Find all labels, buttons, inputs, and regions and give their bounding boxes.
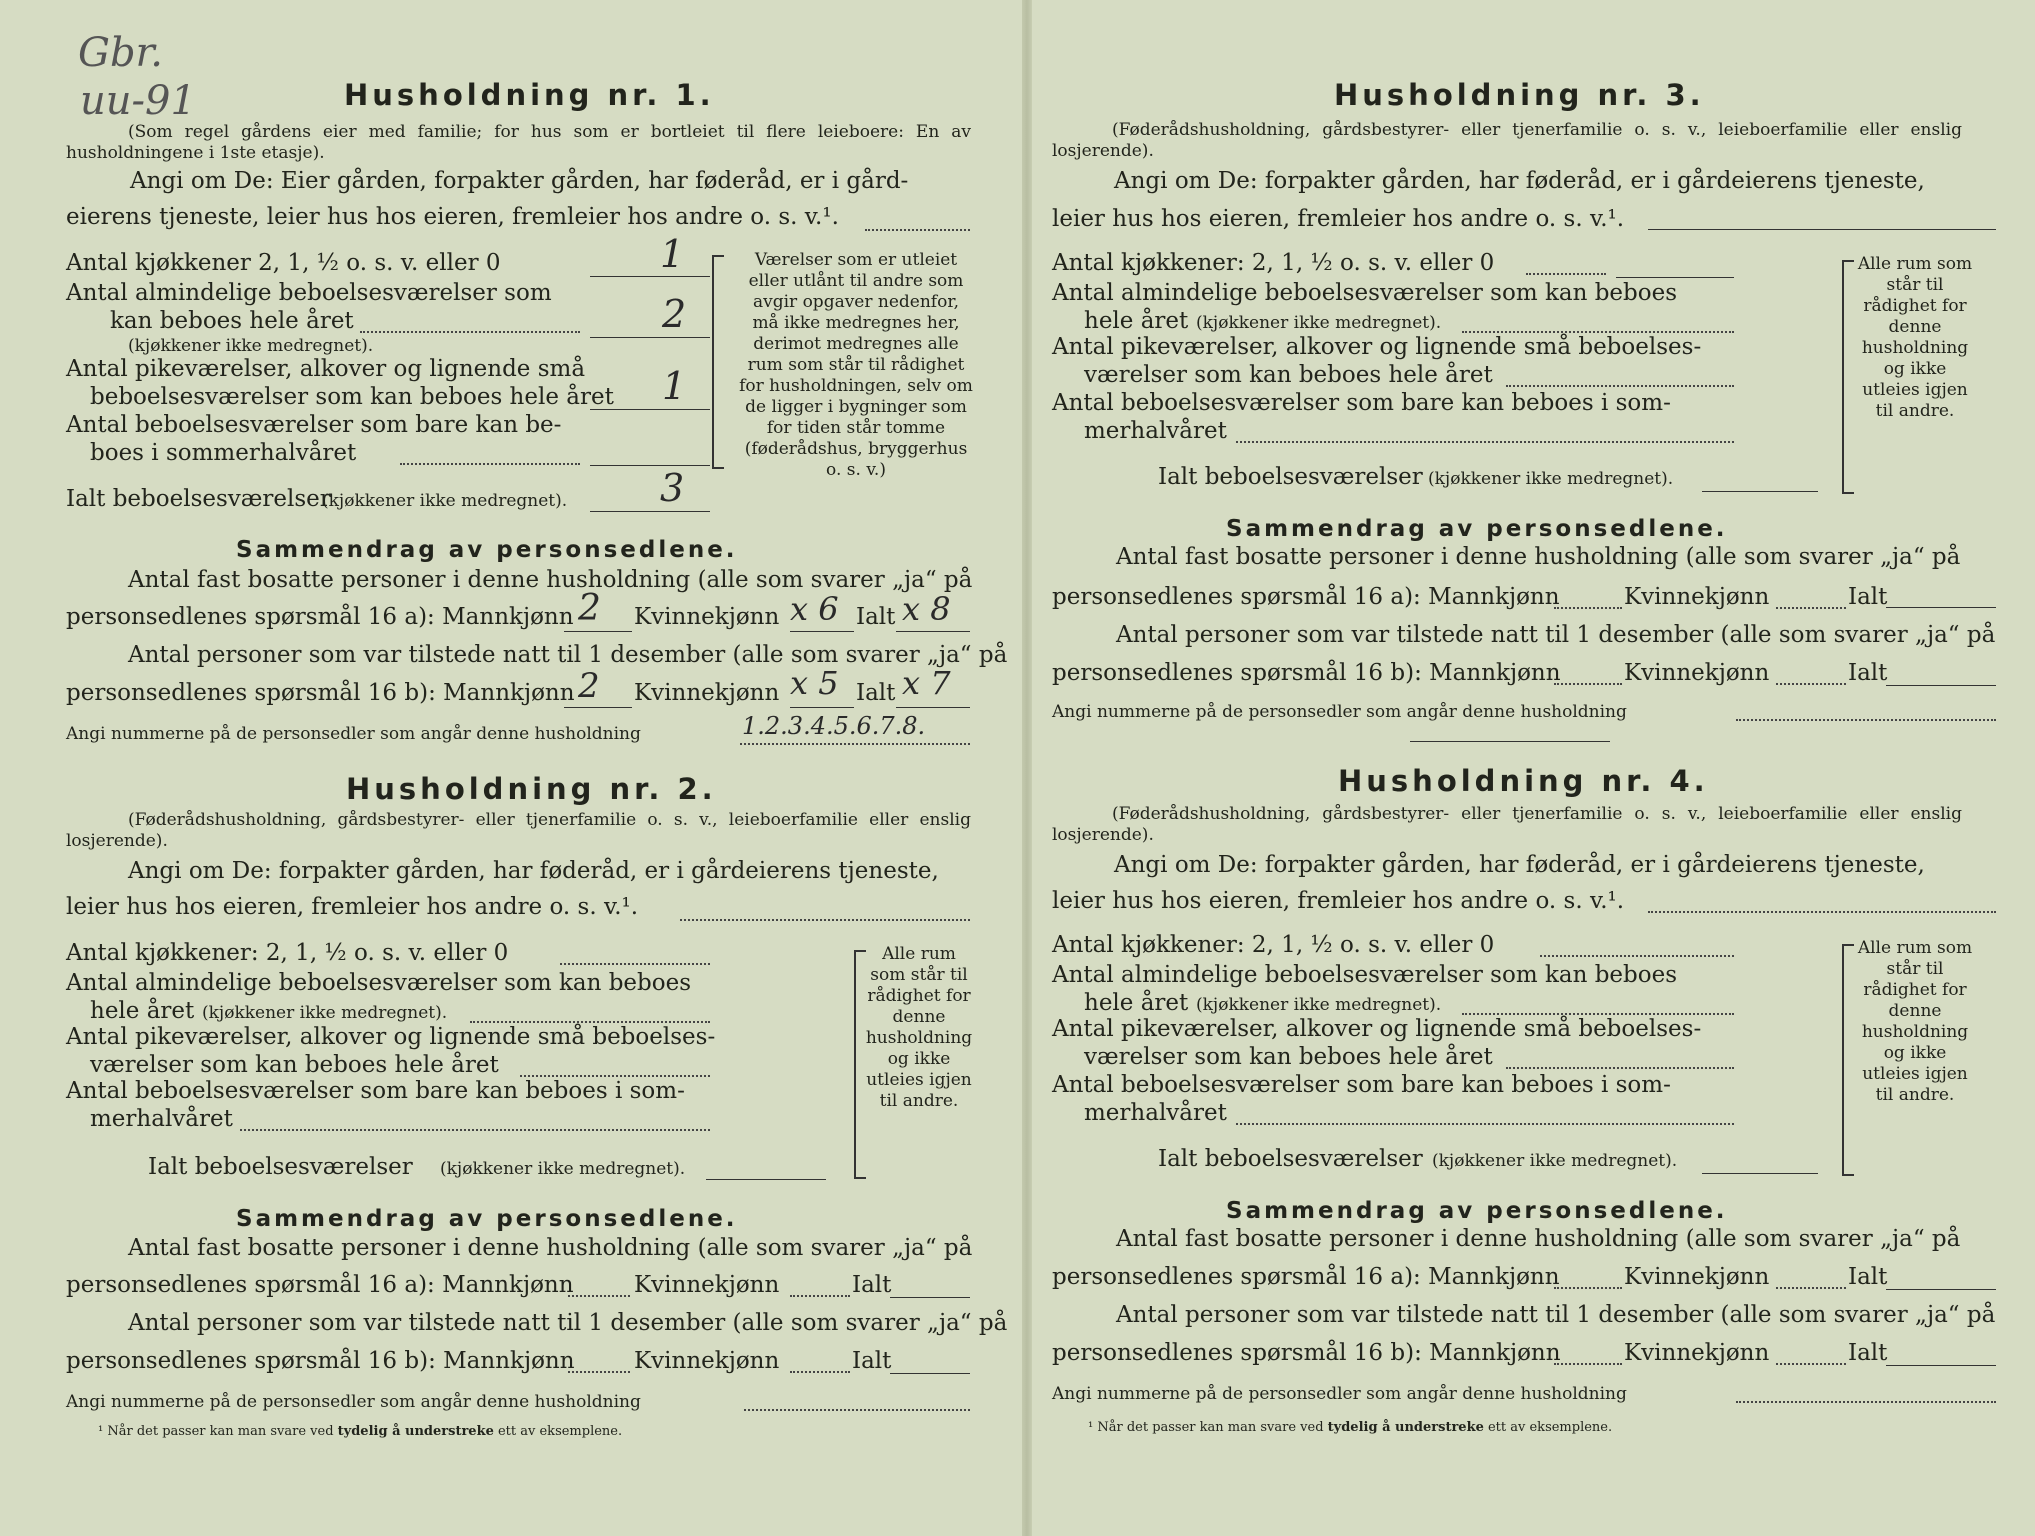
h1-kitchens-field[interactable] xyxy=(590,275,710,277)
h4-tilstede-l1: Antal personer som var tilstede natt til 1 desember (alle som svarer „ja“ på xyxy=(1116,1302,1996,1328)
h2-side-note: Alle rum som står til rådighet for denne husholdning og ikke utleies igjen til andre. xyxy=(865,944,973,1111)
h1-fast-kvinne: Kvinnekjønn xyxy=(634,604,780,630)
h1-small-value: 1 xyxy=(662,364,687,408)
h1-rooms-dots xyxy=(360,330,580,333)
h3-fast-l2: personsedlenes spørsmål 16 a): Mannkjønn xyxy=(1052,584,1560,610)
h2-fast-i-field[interactable] xyxy=(890,1296,970,1298)
h2-title: Husholdning nr. 2. xyxy=(346,772,717,806)
h2-small-l2: værelser som kan beboes hele året xyxy=(90,1052,499,1078)
h2-total-label: Ialt beboelsesværelser xyxy=(148,1154,413,1180)
h2-rooms-field[interactable] xyxy=(470,1020,710,1023)
h4-angi-line1: Angi om De: forpakter gården, har føderåd, er i gårdeierens tjeneste, xyxy=(1114,852,1925,878)
h2-total-field[interactable] xyxy=(706,1178,826,1180)
h1-til-k-field[interactable] xyxy=(790,706,854,708)
h1-fast-m-value: 2 xyxy=(578,588,601,629)
h4-small-field[interactable] xyxy=(1506,1066,1734,1069)
footnote-bold: tydelig å understreke xyxy=(1327,1420,1484,1435)
h2-til-ialt: Ialt xyxy=(852,1348,892,1374)
margin-note-1: Gbr. xyxy=(78,30,163,76)
h2-nummer-label: Angi nummerne på de personsedler som angår denne husholdning xyxy=(66,1392,641,1412)
h2-angi-line2: leier hus hos eieren, fremleier hos andre o. s. v.¹. xyxy=(66,894,639,920)
h4-summer-l2: merhalvåret xyxy=(1084,1100,1227,1126)
h1-small-l2: beboelsesværelser som kan beboes hele året xyxy=(90,384,614,410)
left-footnote xyxy=(98,1424,622,1439)
h4-brace xyxy=(1842,944,1854,1176)
h1-til-m-field[interactable] xyxy=(564,706,632,708)
h1-til-i-field[interactable] xyxy=(896,706,970,708)
h2-kitchens-label: Antal kjøkkener: 2, 1, ½ o. s. v. eller 0 xyxy=(66,940,509,966)
h4-til-m-field[interactable] xyxy=(1554,1362,1622,1365)
h4-fast-l2: personsedlenes spørsmål 16 a): Mannkjønn xyxy=(1052,1264,1560,1290)
h4-side-note: Alle rum som står til rådighet for denne husholdning og ikke utleies igjen til andre. xyxy=(1857,938,1973,1105)
h4-til-kvinne: Kvinnekjønn xyxy=(1624,1340,1770,1366)
h1-total-sub: (kjøkkener ikke medregnet). xyxy=(322,491,568,511)
h1-side-note: Værelser som er utleiet eller utlånt til andre som avgir opgaver nedenfor, må ikke medregnes her, derimot medregnes alle rum som står til rådighet for husholdningen, selv om de ligger i bygninger som for tiden står tomme (føderådshus, bryggerhus o. s. v.) xyxy=(739,250,973,480)
h3-fast-kvinne: Kvinnekjønn xyxy=(1624,584,1770,610)
h1-summer-field[interactable] xyxy=(590,464,710,466)
h4-rooms-sub: (kjøkkener ikke medregnet). xyxy=(1196,995,1442,1015)
h3-til-k-field[interactable] xyxy=(1776,682,1846,685)
h3-til-ialt: Ialt xyxy=(1848,660,1888,686)
h2-rooms-sub: (kjøkkener ikke medregnet). xyxy=(202,1003,448,1023)
h1-fast-k-value: x 6 xyxy=(790,590,839,628)
h1-fast-l1: Antal fast bosatte personer i denne husholdning (alle som svarer „ja“ på xyxy=(128,567,973,593)
h1-summer-dots xyxy=(400,462,580,465)
h2-nummer-field[interactable] xyxy=(744,1408,970,1411)
h1-til-m-value: 2 xyxy=(578,666,600,706)
h2-kitchens-field[interactable] xyxy=(560,962,710,965)
h1-angi-line1: Angi om De: Eier gården, forpakter gården, har føderåd, er i gård- xyxy=(130,168,909,194)
h2-fast-ialt: Ialt xyxy=(852,1272,892,1298)
h3-nummer-field[interactable] xyxy=(1736,718,1996,721)
h3-fast-m-field[interactable] xyxy=(1554,606,1622,609)
footnote-pre: ¹ Når det passer kan man svare ved xyxy=(1088,1420,1328,1435)
h4-rooms-l1: Antal almindelige beboelsesværelser som kan beboes xyxy=(1052,962,1678,988)
h3-summer-l2: merhalvåret xyxy=(1084,418,1227,444)
footnote-pre: ¹ Når det passer kan man svare ved xyxy=(98,1424,338,1439)
h1-tilstede-l2: personsedlenes spørsmål 16 b): Mannkjønn xyxy=(66,680,575,706)
h1-tilstede-l1: Antal personer som var tilstede natt til 1 desember (alle som svarer „ja“ på xyxy=(128,642,1008,668)
h2-summary-title: Sammendrag av personsedlene. xyxy=(236,1206,738,1232)
h3-title: Husholdning nr. 3. xyxy=(1334,78,1705,112)
h1-nummer-label: Angi nummerne på de personsedler som angår denne husholdning xyxy=(66,724,641,744)
h1-til-ialt: Ialt xyxy=(856,680,896,706)
h3-kitchens-label: Antal kjøkkener: 2, 1, ½ o. s. v. eller 0 xyxy=(1052,250,1495,276)
h1-fast-l2: personsedlenes spørsmål 16 a): Mannkjønn xyxy=(66,604,574,630)
h2-fast-m-field[interactable] xyxy=(568,1294,630,1297)
h4-angi-field[interactable] xyxy=(1648,910,1996,913)
h2-fast-kvinne: Kvinnekjønn xyxy=(634,1272,780,1298)
h2-summer-l1: Antal beboelsesværelser som bare kan beboes i som- xyxy=(66,1078,685,1104)
h3-angi-line2: leier hus hos eieren, fremleier hos andre o. s. v.¹. xyxy=(1052,206,1625,232)
h2-til-k-field[interactable] xyxy=(790,1370,850,1373)
h1-rooms-sub: (kjøkkener ikke medregnet). xyxy=(128,336,374,356)
h1-small-field[interactable] xyxy=(590,408,710,410)
h3-rooms-sub: (kjøkkener ikke medregnet). xyxy=(1196,313,1442,333)
h4-kitchens-label: Antal kjøkkener: 2, 1, ½ o. s. v. eller 0 xyxy=(1052,932,1495,958)
h3-nummer-label: Angi nummerne på de personsedler som angår denne husholdning xyxy=(1052,702,1627,722)
h2-total-sub: (kjøkkener ikke medregnet). xyxy=(440,1159,686,1179)
h2-fast-k-field[interactable] xyxy=(790,1294,850,1297)
h3-rooms-l2: hele året xyxy=(1084,308,1189,334)
section-divider xyxy=(1410,740,1610,742)
h3-angi-line1: Angi om De: forpakter gården, har føderåd, er i gårdeierens tjeneste, xyxy=(1114,168,1925,194)
h3-kitchens-field[interactable] xyxy=(1616,276,1734,278)
h3-summer-l1: Antal beboelsesværelser som bare kan beboes i som- xyxy=(1052,390,1671,416)
right-page xyxy=(1036,0,2035,1536)
h4-fast-i-field[interactable] xyxy=(1886,1288,1996,1290)
h1-fast-i-value: x 8 xyxy=(902,590,951,628)
h1-title: Husholdning nr. 1. xyxy=(344,78,715,112)
h3-fast-ialt: Ialt xyxy=(1848,584,1888,610)
h1-til-i-value: x 7 xyxy=(902,664,951,702)
h3-small-field[interactable] xyxy=(1506,384,1734,387)
h1-fast-ialt: Ialt xyxy=(856,604,896,630)
h4-rooms-l2: hele året xyxy=(1084,990,1189,1016)
h1-small-l1: Antal pikeværelser, alkover og lignende små xyxy=(66,356,586,382)
h4-small-l2: værelser som kan beboes hele året xyxy=(1084,1044,1493,1070)
h1-til-k-value: x 5 xyxy=(790,664,839,702)
h1-angi-line2: eierens tjeneste, leier hus hos eieren, fremleier hos andre o. s. v.¹. xyxy=(66,204,839,230)
h3-rooms-field[interactable] xyxy=(1462,330,1734,333)
page-fold xyxy=(1022,0,1032,1536)
h1-fast-k-field[interactable] xyxy=(790,630,854,632)
h4-til-k-field[interactable] xyxy=(1776,1362,1846,1365)
h3-kitchens-dots xyxy=(1526,272,1606,275)
h1-summer-l2: boes i sommerhalvåret xyxy=(90,440,357,466)
h1-nummer-value: 1.2.3.4.5.6.7.8. xyxy=(742,712,926,740)
h3-brace xyxy=(1842,260,1854,494)
h1-summary-title: Sammendrag av personsedlene. xyxy=(236,537,738,563)
h4-rooms-field[interactable] xyxy=(1462,1012,1734,1015)
h2-tilstede-l1: Antal personer som var tilstede natt til 1 desember (alle som svarer „ja“ på xyxy=(128,1310,1008,1336)
h2-fast-l1: Antal fast bosatte personer i denne husholdning (alle som svarer „ja“ på xyxy=(128,1235,973,1261)
h3-small-l2: værelser som kan beboes hele året xyxy=(1084,362,1493,388)
footnote-bold: tydelig å understreke xyxy=(337,1424,494,1439)
h1-fast-m-field[interactable] xyxy=(564,630,632,632)
h4-summer-l1: Antal beboelsesværelser som bare kan beboes i som- xyxy=(1052,1072,1671,1098)
h4-title: Husholdning nr. 4. xyxy=(1338,764,1709,798)
h2-note: (Føderådshusholdning, gårdsbestyrer- eller tjenerfamilie o. s. v., leieboerfamilie eller enslig losjerende). xyxy=(66,810,971,851)
h4-total-field[interactable] xyxy=(1702,1172,1818,1174)
h2-rooms-l2: hele året xyxy=(90,998,195,1024)
h4-tilstede-l2: personsedlenes spørsmål 16 b): Mannkjønn xyxy=(1052,1340,1561,1366)
h1-brace xyxy=(712,255,724,469)
h3-til-kvinne: Kvinnekjønn xyxy=(1624,660,1770,686)
h4-nummer-field[interactable] xyxy=(1736,1400,1996,1403)
h3-summer-field[interactable] xyxy=(1236,440,1734,443)
h3-small-l1: Antal pikeværelser, alkover og lignende små beboelses- xyxy=(1052,334,1702,360)
h1-kitchens-value: 1 xyxy=(660,232,685,276)
h3-angi-field[interactable] xyxy=(1648,228,1996,230)
h4-note: (Føderådshusholdning, gårdsbestyrer- eller tjenerfamilie o. s. v., leieboerfamilie eller enslig losjerende). xyxy=(1052,804,1962,845)
h4-fast-l1: Antal fast bosatte personer i denne husholdning (alle som svarer „ja“ på xyxy=(1116,1226,1961,1252)
h1-angi-dots[interactable] xyxy=(865,228,970,231)
h3-note: (Føderådshusholdning, gårdsbestyrer- eller tjenerfamilie o. s. v., leieboerfamilie eller enslig losjerende). xyxy=(1052,120,1962,161)
h1-summer-l1: Antal beboelsesværelser som bare kan be- xyxy=(66,412,562,438)
h2-summer-field[interactable] xyxy=(240,1128,710,1131)
h1-rooms-l2: kan beboes hele året xyxy=(110,308,354,334)
h2-fast-l2: personsedlenes spørsmål 16 a): Mannkjønn xyxy=(66,1272,574,1298)
h2-tilstede-l2: personsedlenes spørsmål 16 b): Mannkjønn xyxy=(66,1348,575,1374)
h1-rooms-field[interactable] xyxy=(590,336,710,338)
h1-kitchens-label: Antal kjøkkener 2, 1, ½ o. s. v. eller 0 xyxy=(66,250,501,276)
h1-total-field[interactable] xyxy=(590,510,710,512)
h2-small-l1: Antal pikeværelser, alkover og lignende små beboelses- xyxy=(66,1024,716,1050)
h4-til-i-field[interactable] xyxy=(1886,1364,1996,1366)
h1-til-kvinne: Kvinnekjønn xyxy=(634,680,780,706)
h2-angi-dots[interactable] xyxy=(680,918,970,921)
h4-fast-kvinne: Kvinnekjønn xyxy=(1624,1264,1770,1290)
h3-total-sub: (kjøkkener ikke medregnet). xyxy=(1428,469,1674,489)
right-footnote xyxy=(1088,1420,1612,1435)
h4-nummer-label: Angi nummerne på de personsedler som angår denne husholdning xyxy=(1052,1384,1627,1404)
footnote-post: ett av eksemplene. xyxy=(1483,1420,1613,1435)
h2-til-i-field[interactable] xyxy=(890,1372,970,1374)
h4-fast-m-field[interactable] xyxy=(1554,1286,1622,1289)
h2-angi-line1: Angi om De: forpakter gården, har føderåd, er i gårdeierens tjeneste, xyxy=(128,858,939,884)
h3-til-m-field[interactable] xyxy=(1554,682,1622,685)
h2-small-field[interactable] xyxy=(520,1074,710,1077)
h4-small-l1: Antal pikeværelser, alkover og lignende små beboelses- xyxy=(1052,1016,1702,1042)
footnote-post: ett av eksemplene. xyxy=(493,1424,623,1439)
h2-summer-l2: merhalvåret xyxy=(90,1106,233,1132)
h3-tilstede-l1: Antal personer som var tilstede natt til 1 desember (alle som svarer „ja“ på xyxy=(1116,622,1996,648)
h4-total-label: Ialt beboelsesværelser xyxy=(1158,1146,1423,1172)
h2-til-kvinne: Kvinnekjønn xyxy=(634,1348,780,1374)
h3-total-field[interactable] xyxy=(1702,490,1818,492)
margin-note-2: uu-91 xyxy=(80,78,196,124)
h4-fast-ialt: Ialt xyxy=(1848,1264,1888,1290)
h1-rooms-l1: Antal almindelige beboelsesværelser som xyxy=(66,280,552,306)
h3-til-i-field[interactable] xyxy=(1886,684,1996,686)
h2-rooms-l1: Antal almindelige beboelsesværelser som kan beboes xyxy=(66,970,692,996)
h3-total-label: Ialt beboelsesværelser xyxy=(1158,464,1423,490)
h1-rooms-value: 2 xyxy=(662,292,687,336)
h3-summary-title: Sammendrag av personsedlene. xyxy=(1226,516,1728,542)
h3-side-note: Alle rum som står til rådighet for denne husholdning og ikke utleies igjen til andre. xyxy=(1857,254,1973,421)
h1-nummer-field[interactable] xyxy=(740,742,970,745)
h4-summary-title: Sammendrag av personsedlene. xyxy=(1226,1198,1728,1224)
h3-fast-k-field[interactable] xyxy=(1776,606,1846,609)
h3-fast-l1: Antal fast bosatte personer i denne husholdning (alle som svarer „ja“ på xyxy=(1116,544,1961,570)
h2-til-m-field[interactable] xyxy=(568,1370,630,1373)
h4-angi-line2: leier hus hos eieren, fremleier hos andre o. s. v.¹. xyxy=(1052,888,1625,914)
h3-rooms-l1: Antal almindelige beboelsesværelser som kan beboes xyxy=(1052,280,1678,306)
h4-kitchens-field[interactable] xyxy=(1540,954,1734,957)
h4-total-sub: (kjøkkener ikke medregnet). xyxy=(1432,1151,1678,1171)
h4-til-ialt: Ialt xyxy=(1848,1340,1888,1366)
h4-fast-k-field[interactable] xyxy=(1776,1286,1846,1289)
h1-total-label: Ialt beboelsesværelser xyxy=(66,486,331,512)
h3-fast-i-field[interactable] xyxy=(1886,606,1996,608)
h1-note: (Som regel gårdens eier med familie; for hus som er bortleiet til flere leieboere: En av husholdningene i 1ste etasje). xyxy=(66,122,971,163)
h3-tilstede-l2: personsedlenes spørsmål 16 b): Mannkjønn xyxy=(1052,660,1561,686)
h1-fast-i-field[interactable] xyxy=(896,630,970,632)
h4-summer-field[interactable] xyxy=(1236,1122,1734,1125)
h1-total-value: 3 xyxy=(660,466,685,510)
